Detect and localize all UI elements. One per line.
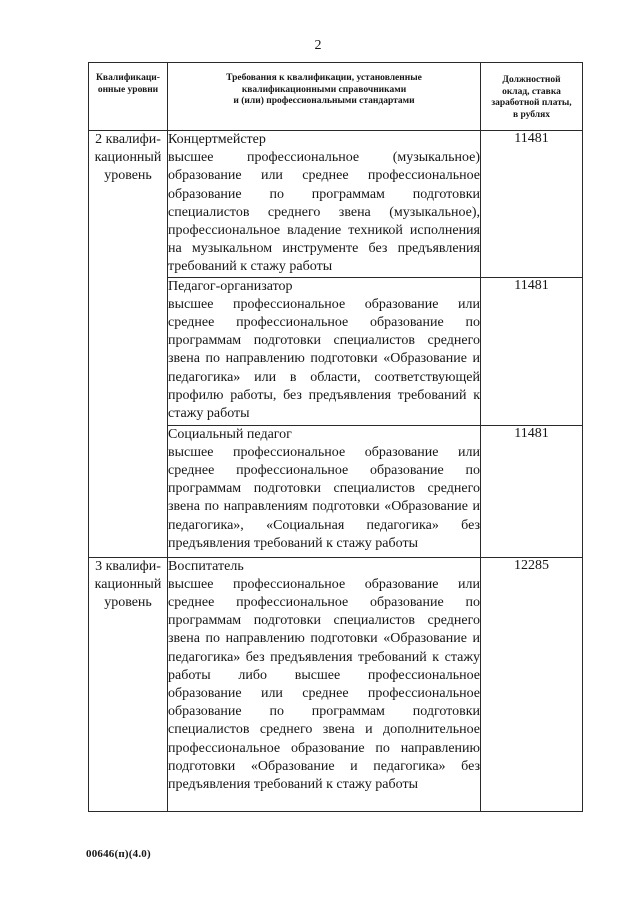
header-qualification-levels: Квалификаци- онные уровни <box>89 63 168 131</box>
salary-value: 11481 <box>481 277 583 425</box>
header-requirements: Требования к квалификации, установленные квалификационными справочниками и (или) профессиональными стандартами <box>168 63 481 131</box>
header-salary: Должностной оклад, ставка заработной платы, в рублях <box>481 63 583 131</box>
position-requirements: высшее профессиональное образование или среднее профессиональное образование по программам подготовки специалистов среднего звена по направлению подготовки «Образование и педагогика» без предъявления требований к стажу работы либо высшее профессиональное образование или среднее профессиональное образование по программам подготовки специалистов среднего звена и дополнительное профессиональное образование по направлению подготовки «Образование и педагогика» без предъявления требований к стажу работы <box>168 576 480 793</box>
position-title: Воспитатель <box>168 558 244 574</box>
position-description <box>168 131 481 278</box>
page-number: 2 <box>314 38 322 53</box>
position-title: Педагог-организатор <box>168 278 293 294</box>
position-title: Социальный педагог <box>168 426 292 442</box>
salary-value: 12285 <box>481 557 583 811</box>
salary-value: 11481 <box>481 131 583 278</box>
position-requirements: высшее профессиональное образование или среднее профессиональное образование по программам подготовки специалистов среднего звена по направлению подготовки «Образование и педагогика» или в области, соответствующей профилю работы, без предъявления требований к стажу работы <box>168 296 480 422</box>
table-header-row <box>89 63 583 131</box>
qualification-level-2: 2 квалифи- кационный уровень <box>89 131 168 558</box>
qualification-level-3: 3 квалифи- кационный уровень <box>89 557 168 811</box>
position-description <box>168 425 481 557</box>
position-title: Концертмейстер <box>168 132 266 147</box>
qualification-table <box>88 62 583 812</box>
document-code: 00646(п)(4.0) <box>86 848 151 860</box>
position-description <box>168 277 481 425</box>
position-description <box>168 557 481 811</box>
position-requirements: высшее профессиональное (музыкальное) образование или среднее профессиональное образование по программам подготовки специалистов среднего звена (музыкальное), профессиональное владение техникой исполнения на музыкальном инструменте без предъявления требований к стажу работы <box>168 150 480 275</box>
table-row <box>89 131 583 278</box>
position-requirements: высшее профессиональное образование или среднее профессиональное образование по программам подготовки специалистов среднего звена по направлениям подготовки «Образование и педагогика», «Социальная педагогика» без предъявления требований к стажу работы <box>168 444 480 551</box>
salary-value: 11481 <box>481 425 583 557</box>
table-row <box>89 557 583 811</box>
